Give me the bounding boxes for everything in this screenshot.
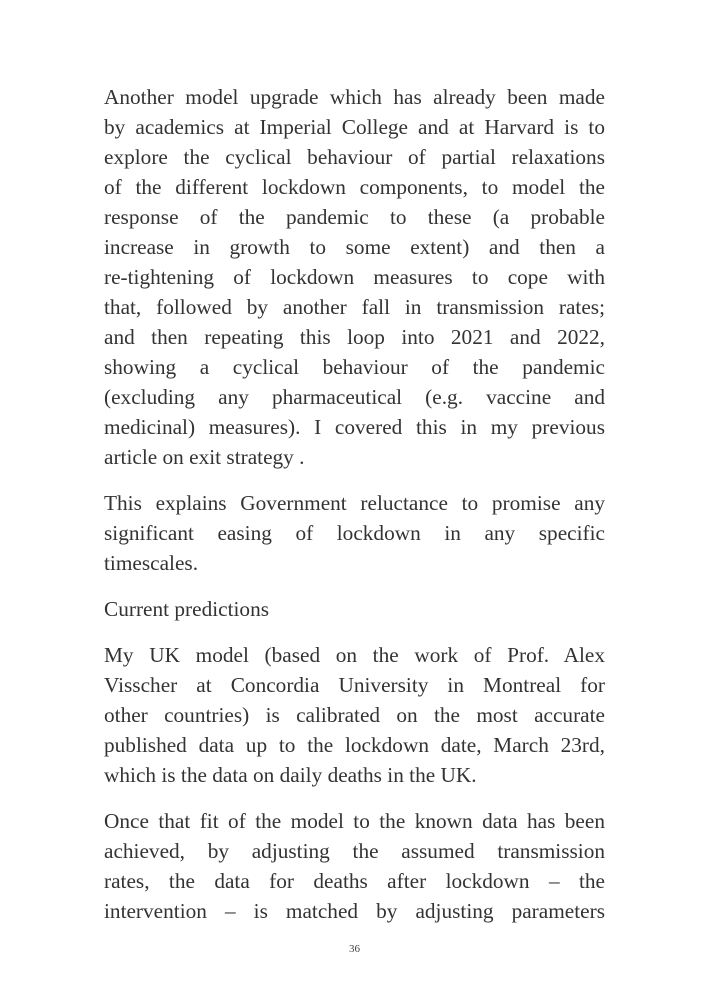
text-line: Once that fit of the model to the known data has been [104, 809, 605, 833]
text-line: Visscher at Concordia University in Montreal for [104, 673, 605, 697]
text-line: published data up to the lockdown date, March 23rd, [104, 733, 605, 757]
paragraph [104, 82, 605, 472]
text-line: that, followed by another fall in transmission rates; [104, 295, 605, 319]
text-line: explore the cyclical behaviour of partial relaxations [104, 145, 605, 169]
document-body [104, 82, 605, 942]
text-line: re-tightening of lockdown measures to cope with [104, 265, 605, 289]
text-line: significant easing of lockdown in any specific [104, 521, 605, 545]
text-line: Current predictions [104, 597, 270, 621]
text-line: other countries) is calibrated on the most accurate [104, 703, 605, 727]
text-line: by academics at Imperial College and at Harvard is to [104, 115, 605, 139]
text-line: intervention – is matched by adjusting parameters [104, 899, 605, 923]
text-line: response of the pandemic to these (a probable [104, 205, 605, 229]
text-line: (excluding any pharmaceutical (e.g. vaccine and [104, 385, 605, 409]
text-line: showing a cyclical behaviour of the pandemic [104, 355, 605, 379]
text-line: of the different lockdown components, to model the [104, 175, 605, 199]
text-line: and then repeating this loop into 2021 and 2022, [104, 325, 605, 349]
paragraph [104, 640, 605, 790]
page-number: 36 [349, 943, 360, 955]
text-line: medicinal) measures). I covered this in my previous [104, 415, 605, 439]
paragraph [104, 806, 605, 926]
text-line: My UK model (based on the work of Prof. Alex [104, 643, 605, 667]
text-line: achieved, by adjusting the assumed transmission [104, 839, 605, 863]
paragraph [104, 488, 605, 578]
text-line: This explains Government reluctance to promise any [104, 491, 605, 515]
text-line: which is the data on daily deaths in the UK. [104, 763, 477, 787]
section-heading [104, 594, 605, 624]
text-line: increase in growth to some extent) and then a [104, 235, 605, 259]
text-line: Another model upgrade which has already been made [104, 85, 605, 109]
text-line: article on exit strategy . [104, 445, 305, 469]
text-line: timescales. [104, 551, 199, 575]
text-line: rates, the data for deaths after lockdown – the [104, 869, 605, 893]
